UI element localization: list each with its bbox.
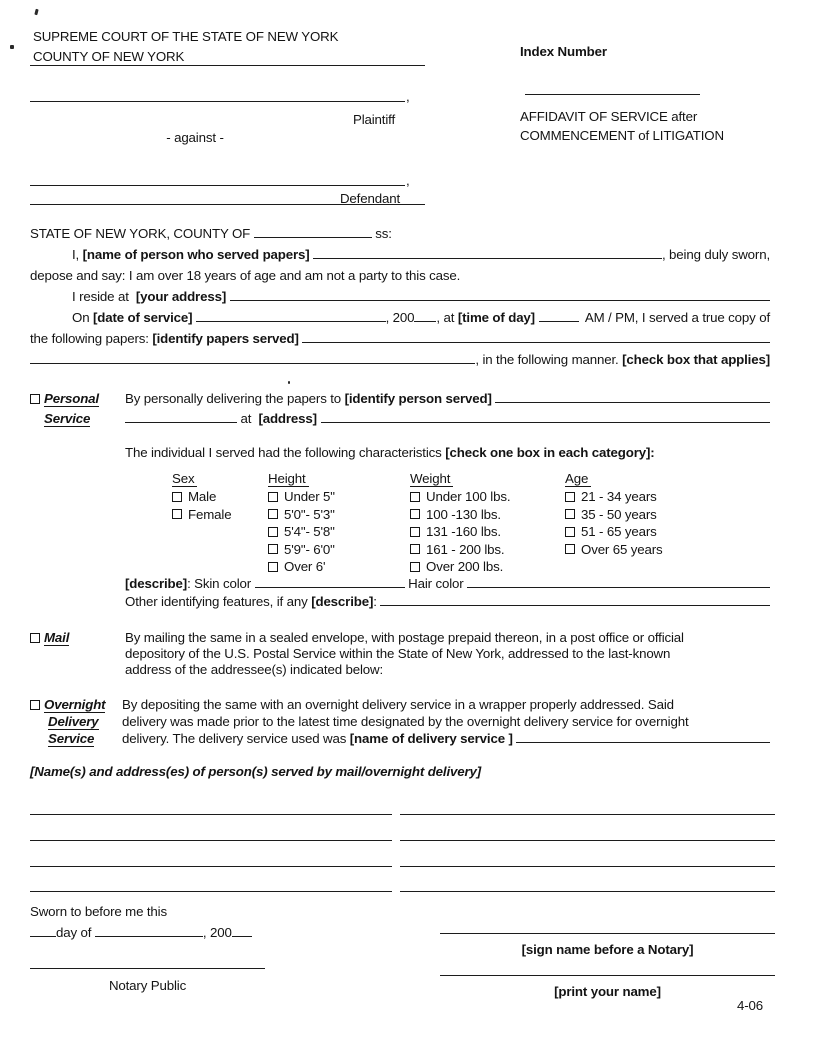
age-option: Over 65 years: [565, 541, 663, 559]
reside-line: [72, 288, 770, 305]
male-checkbox: [172, 492, 182, 502]
day-of-fragment: day of: [56, 925, 95, 940]
print-name-line: [440, 975, 775, 976]
name-address-blank-line: [30, 814, 392, 815]
defendant-comma: ,: [406, 173, 410, 188]
mail-body-line2: depository of the U.S. Postal Service within the State of New York, addressed to the last-known: [125, 646, 671, 661]
person-served-blank-continued: [125, 410, 237, 423]
overnight-body-line3: [122, 730, 770, 747]
other-features-blank: [380, 593, 770, 606]
chars-placeholder: [check one box in each category]: [445, 445, 651, 460]
height-option: 5'9"- 6'0": [268, 541, 335, 559]
plaintiff-name-blank-line: [30, 101, 405, 102]
i-prefix: I,: [72, 247, 83, 262]
height-header: Height: [268, 470, 335, 488]
height-option: Over 6': [268, 558, 335, 576]
height-option: 5'4"- 5'8": [268, 523, 335, 541]
ampm-suffix: AM / PM, I served a true copy of: [578, 310, 770, 325]
age-checkbox: [565, 509, 575, 519]
weight-checkbox: [410, 562, 420, 572]
person-served-blank: [495, 390, 770, 403]
name-address-blank-line: [400, 891, 775, 892]
personal-body-prefix: By personally delivering the papers to: [125, 391, 345, 406]
venue-prefix: STATE OF NEW YORK, COUNTY OF: [30, 226, 254, 241]
delivery-service-placeholder: [name of delivery service ]: [349, 731, 513, 746]
overnight-body-line2: delivery was made prior to the latest time designated by the overnight delivery service for overnight: [122, 714, 689, 729]
height-checkbox: [268, 509, 278, 519]
manner-placeholder: [check box that applies]: [622, 352, 770, 367]
skin-color-fragment: : Skin color: [187, 576, 255, 591]
sworn-line1: Sworn to before me this: [30, 904, 167, 919]
height-checkbox: [268, 562, 278, 572]
sex-option-male: Male: [172, 488, 231, 506]
caption-bottom-line: [30, 204, 425, 205]
name-address-blank-line: [400, 866, 775, 867]
scan-artifact: [10, 45, 14, 49]
name-address-blank-line: [30, 866, 392, 867]
weight-option: 131 -160 lbs.: [410, 523, 510, 541]
doc-title-line1: AFFIDAVIT OF SERVICE after: [520, 109, 698, 124]
notary-public-label: Notary Public: [108, 978, 187, 993]
your-address-placeholder: [your address]: [135, 289, 227, 304]
age-checkbox: [565, 527, 575, 537]
weight-option: 161 - 200 lbs.: [410, 541, 510, 559]
overnight-label-line2: Delivery: [48, 714, 99, 729]
weight-checkbox: [410, 492, 420, 502]
county-underline: [30, 65, 425, 66]
form-number: 4-06: [737, 998, 764, 1013]
month-blank: [95, 924, 203, 937]
venue-line: [30, 225, 770, 242]
service-address-blank: [321, 410, 771, 423]
deponent-line: [72, 246, 770, 263]
age-option: 35 - 50 years: [565, 506, 663, 524]
age-column: [565, 470, 663, 558]
deponent-signature-line: [440, 933, 775, 934]
chars-colon: :: [650, 445, 655, 460]
year-blank: [414, 309, 436, 322]
papers-placeholder: [identify papers served]: [152, 331, 299, 346]
manner-fragment: , in the following manner.: [475, 352, 623, 367]
sign-name-label: [sign name before a Notary]: [521, 942, 694, 957]
delivery-service-blank: [516, 730, 770, 743]
personal-body-line1: [125, 390, 770, 407]
court-name-line1: SUPREME COURT OF THE STATE OF NEW YORK: [33, 29, 339, 44]
describe-line: [125, 575, 770, 592]
year-fragment: , 200: [385, 310, 415, 325]
other-describe-placeholder: [describe]: [311, 594, 374, 609]
overnight-label-line3: Service: [48, 731, 95, 746]
scan-artifact: [288, 381, 290, 384]
height-option: Under 5": [268, 488, 335, 506]
papers-blank-continued: [30, 351, 475, 364]
mail-checkbox: [30, 633, 40, 643]
age-header: Age: [565, 470, 663, 488]
chars-intro: The individual I served had the following characteristics: [125, 445, 446, 460]
personal-body-line2: [125, 410, 770, 427]
mail-label: Mail: [44, 630, 70, 645]
other-features-line: [125, 593, 770, 610]
name-address-blank-line: [30, 840, 392, 841]
on-prefix: On: [72, 310, 93, 325]
height-checkbox: [268, 527, 278, 537]
defendant-name-blank-line: [30, 185, 405, 186]
reside-prefix: I reside at: [72, 289, 136, 304]
address-placeholder: [address]: [258, 411, 317, 426]
overnight-label-line1: Overnight: [44, 697, 106, 712]
age-checkbox: [565, 544, 575, 554]
doc-title-line2: COMMENCEMENT of LITIGATION: [520, 128, 724, 143]
height-checkbox: [268, 492, 278, 502]
age-option: 51 - 65 years: [565, 523, 663, 541]
plaintiff-label: Plaintiff: [352, 112, 395, 127]
notary-signature-line: [30, 968, 265, 969]
against-label: - against -: [166, 130, 224, 145]
personal-service-checkbox: [30, 394, 40, 404]
overnight-body-line1: By depositing the same with an overnight delivery service in a wrapper properly addressed. Said: [122, 697, 674, 712]
age-option: 21 - 34 years: [565, 488, 663, 506]
name-address-blank-line: [30, 891, 392, 892]
defendant-label: Defendant: [339, 191, 400, 206]
weight-checkbox: [410, 527, 420, 537]
height-checkbox: [268, 544, 278, 554]
date-blank: [196, 309, 386, 322]
sworn-line2: [30, 924, 290, 941]
time-blank: [539, 309, 579, 322]
jurat-year-fragment: , 200: [202, 925, 232, 940]
sex-header: Sex: [172, 470, 231, 488]
weight-header: Weight: [410, 470, 510, 488]
papers-blank: [302, 330, 770, 343]
at-fragment: , at: [436, 310, 458, 325]
characteristics-intro-line: [125, 444, 770, 461]
name-placeholder: [name of person who served papers]: [82, 247, 310, 262]
height-column: [268, 470, 335, 576]
hair-color-fragment: Hair color: [404, 576, 468, 591]
personal-service-label-line1: Personal: [44, 391, 99, 406]
overnight-checkbox: [30, 700, 40, 710]
sex-option-female: Female: [172, 506, 231, 524]
mail-body-line1: By mailing the same in a sealed envelope, with postage prepaid thereon, in a post office or official: [125, 630, 684, 645]
other-colon: :: [373, 594, 381, 609]
weight-option: 100 -130 lbs.: [410, 506, 510, 524]
scan-artifact: [34, 9, 38, 16]
name-address-blank-line: [400, 814, 775, 815]
other-prefix: Other identifying features, if any: [125, 594, 312, 609]
personal-service-label-line2: Service: [44, 411, 91, 426]
time-placeholder: [time of day]: [457, 310, 535, 325]
depose-line: depose and say: I am over 18 years of age and am not a party to this case.: [30, 268, 461, 283]
plaintiff-comma: ,: [406, 89, 410, 104]
hair-color-blank: [467, 575, 770, 588]
print-name-label: [print your name]: [554, 984, 661, 999]
deponent-name-blank: [313, 246, 662, 259]
sworn-suffix: , being duly sworn,: [661, 247, 770, 262]
venue-ss: ss:: [371, 226, 392, 241]
papers-prefix: the following papers:: [30, 331, 153, 346]
day-blank: [30, 924, 56, 937]
skin-color-blank: [255, 575, 405, 588]
female-checkbox: [172, 509, 182, 519]
personal-at-fragment: at: [237, 411, 259, 426]
sex-column: [172, 470, 231, 523]
jurat-year-blank: [232, 924, 252, 937]
height-option: 5'0"- 5'3": [268, 506, 335, 524]
service-date-line: [72, 309, 770, 326]
index-number-label: Index Number: [520, 44, 607, 59]
names-addresses-header: [Name(s) and address(es) of person(s) served by mail/overnight delivery]: [30, 764, 482, 779]
name-address-blank-line: [400, 840, 775, 841]
manner-line: [30, 351, 770, 368]
overnight-body-prefix: delivery. The delivery service used was: [122, 731, 350, 746]
date-placeholder: [date of service]: [92, 310, 193, 325]
county-blank: [254, 225, 372, 238]
age-checkbox: [565, 492, 575, 502]
residence-blank: [230, 288, 770, 301]
weight-option: Over 200 lbs.: [410, 558, 510, 576]
mail-body-line3: address of the addressee(s) indicated below:: [125, 662, 384, 677]
weight-option: Under 100 lbs.: [410, 488, 510, 506]
weight-checkbox: [410, 544, 420, 554]
index-number-blank-line: [525, 94, 700, 95]
person-served-placeholder: [identify person served]: [344, 391, 492, 406]
weight-checkbox: [410, 509, 420, 519]
court-name-line2: COUNTY OF NEW YORK: [33, 49, 185, 64]
weight-column: [410, 470, 510, 576]
describe-placeholder: [describe]: [125, 576, 188, 591]
papers-line: [30, 330, 770, 347]
